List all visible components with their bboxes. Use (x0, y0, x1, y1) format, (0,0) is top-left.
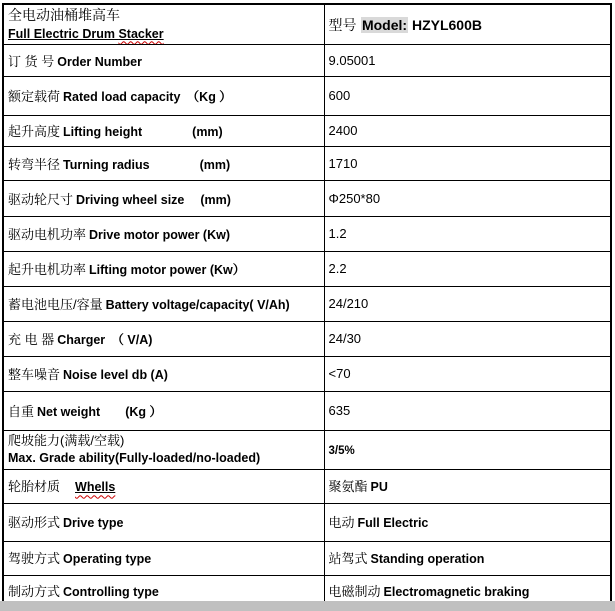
spec-value-zh: 电磁制动 (328, 584, 381, 600)
row-operating-type (3, 541, 611, 575)
spec-label-zh: 驾驶方式 (8, 551, 61, 567)
header-row (3, 4, 611, 45)
spec-label-cell (3, 252, 324, 287)
row-turning-radius (3, 147, 611, 181)
spec-label-zh: 自重 (8, 404, 35, 420)
spec-label-cell (3, 77, 324, 116)
row-driving-wheel-size (3, 181, 611, 217)
spec-value-cell (324, 431, 611, 470)
spec-label-zh: 转弯半径 (8, 156, 61, 172)
spec-label-zh: 订 货 号 (8, 53, 55, 69)
spec-label-zh: 驱动形式 (8, 515, 61, 531)
row-grade-ability (3, 431, 611, 470)
row-rated-load (3, 77, 611, 116)
spec-label-en: Rated load capacity （Kg ） (63, 90, 232, 105)
product-name-zh: 全电动油桶堆高车 (8, 7, 120, 23)
spec-value: 2400 (328, 123, 358, 139)
spec-label-en: Operating type (63, 552, 152, 567)
spec-value: 24/30 (328, 331, 362, 347)
spec-value-cell (324, 541, 611, 575)
spec-value: 24/210 (328, 296, 369, 312)
spec-value-cell (324, 322, 611, 357)
spec-label-en: Drive motor power (Kw) (89, 228, 231, 243)
spec-label-en: Order Number (57, 54, 142, 69)
spec-value-zh: 聚氨酯 (328, 479, 368, 495)
spec-label-zh: 额定载荷 (8, 89, 61, 105)
model-label-zh: 型号 (328, 16, 357, 33)
spec-value: 635 (328, 403, 351, 419)
row-battery (3, 287, 611, 322)
spec-value-cell (324, 116, 611, 147)
misspelled-word: Stacker (118, 26, 164, 41)
spec-value-cell (324, 147, 611, 181)
spec-label-cell (3, 503, 324, 541)
spec-value-en: Standing operation (370, 552, 485, 567)
spec-label-zh: 制动方式 (8, 584, 61, 600)
row-lifting-height (3, 116, 611, 147)
spec-label-cell (3, 431, 324, 470)
spec-value-cell (324, 469, 611, 503)
row-noise-level (3, 357, 611, 392)
spec-value: <70 (328, 366, 351, 382)
row-net-weight (3, 392, 611, 431)
spec-value: 600 (328, 88, 351, 104)
spec-value: 1.2 (328, 226, 347, 242)
spec-label-zh: 蓄电池电压/容量 (8, 297, 103, 313)
model-cell (324, 4, 611, 45)
spec-label-cell (3, 469, 324, 503)
spec-label-zh: 爬坡能力(满载/空载) (8, 433, 125, 449)
spec-value-en: Full Electric (357, 516, 429, 531)
spec-label-en: Controlling type (63, 585, 159, 600)
product-name-cell (3, 4, 324, 45)
spec-label-cell (3, 322, 324, 357)
spec-label-en: Noise level db (A) (63, 368, 168, 383)
spec-label-en: Lifting height (mm) (63, 125, 223, 140)
spec-label-en: Turning radius (mm) (63, 157, 231, 172)
spec-value-en: PU (370, 480, 388, 495)
spec-label-zh: 起升电机功率 (8, 262, 87, 278)
spec-label-zh: 充 电 器 (8, 332, 55, 348)
spec-value-cell (324, 392, 611, 431)
spec-label-cell (3, 217, 324, 252)
spec-value-cell (324, 287, 611, 322)
model-text (361, 17, 482, 33)
spec-value-zh: 站驾式 (328, 551, 368, 567)
spec-label-cell (3, 45, 324, 77)
spec-label-en: Net weight (Kg ） (37, 405, 163, 420)
spec-label-cell (3, 116, 324, 147)
spec-label-en (75, 480, 115, 494)
spec-value-cell (324, 503, 611, 541)
row-drive-type (3, 503, 611, 541)
spec-label-cell (3, 541, 324, 575)
spec-table (2, 3, 612, 608)
spec-label-cell (3, 181, 324, 217)
spec-value: 2.2 (328, 261, 347, 277)
page-bottom-gutter (0, 601, 615, 611)
spec-value-en: Electromagnetic braking (383, 585, 530, 600)
spec-label-en: Battery voltage/capacity( V/Ah) (105, 298, 290, 313)
spec-value-cell (324, 357, 611, 392)
spec-label-en: Max. Grade ability(Fully-loaded/no-loaded) (8, 451, 261, 466)
spec-value-cell (324, 77, 611, 116)
spec-label-zh: 起升高度 (8, 124, 61, 140)
row-charger (3, 322, 611, 357)
spec-value-cell (324, 45, 611, 77)
row-lifting-motor-power (3, 252, 611, 287)
spec-label-zh: 驱动轮尺寸 (8, 191, 74, 207)
row-drive-motor-power (3, 217, 611, 252)
model-field-label: Model: (361, 16, 408, 33)
spec-label-cell (3, 357, 324, 392)
row-order-number (3, 45, 611, 77)
spec-value: 3/5% (328, 444, 355, 457)
spec-label-zh: 轮胎材质 (8, 479, 61, 495)
spec-value: Φ250*80 (328, 190, 381, 206)
spec-value: 9.05001 (328, 52, 376, 68)
spec-label-cell (3, 287, 324, 322)
spec-label-zh: 整车噪音 (8, 367, 61, 383)
spec-label-en: Lifting motor power (Kw） (89, 263, 246, 278)
spec-label-en: Driving wheel size (mm) (76, 192, 231, 207)
spec-label-en: Charger （ V/A) (57, 333, 153, 348)
misspelled-word: Whells (75, 480, 116, 495)
spec-value: 1710 (328, 155, 358, 171)
spec-value-cell (324, 217, 611, 252)
spec-label-zh: 驱动电机功率 (8, 227, 87, 243)
spec-label-cell (3, 147, 324, 181)
spec-label-en: Drive type (63, 516, 124, 531)
spec-value-cell (324, 252, 611, 287)
row-wheel-material (3, 469, 611, 503)
model-number: HZYL600B (411, 16, 482, 33)
product-name-en: Full Electric Drum Stacker (8, 26, 164, 41)
spec-value-cell (324, 181, 611, 217)
spec-label-cell (3, 392, 324, 431)
spec-value-zh: 电动 (328, 515, 355, 531)
